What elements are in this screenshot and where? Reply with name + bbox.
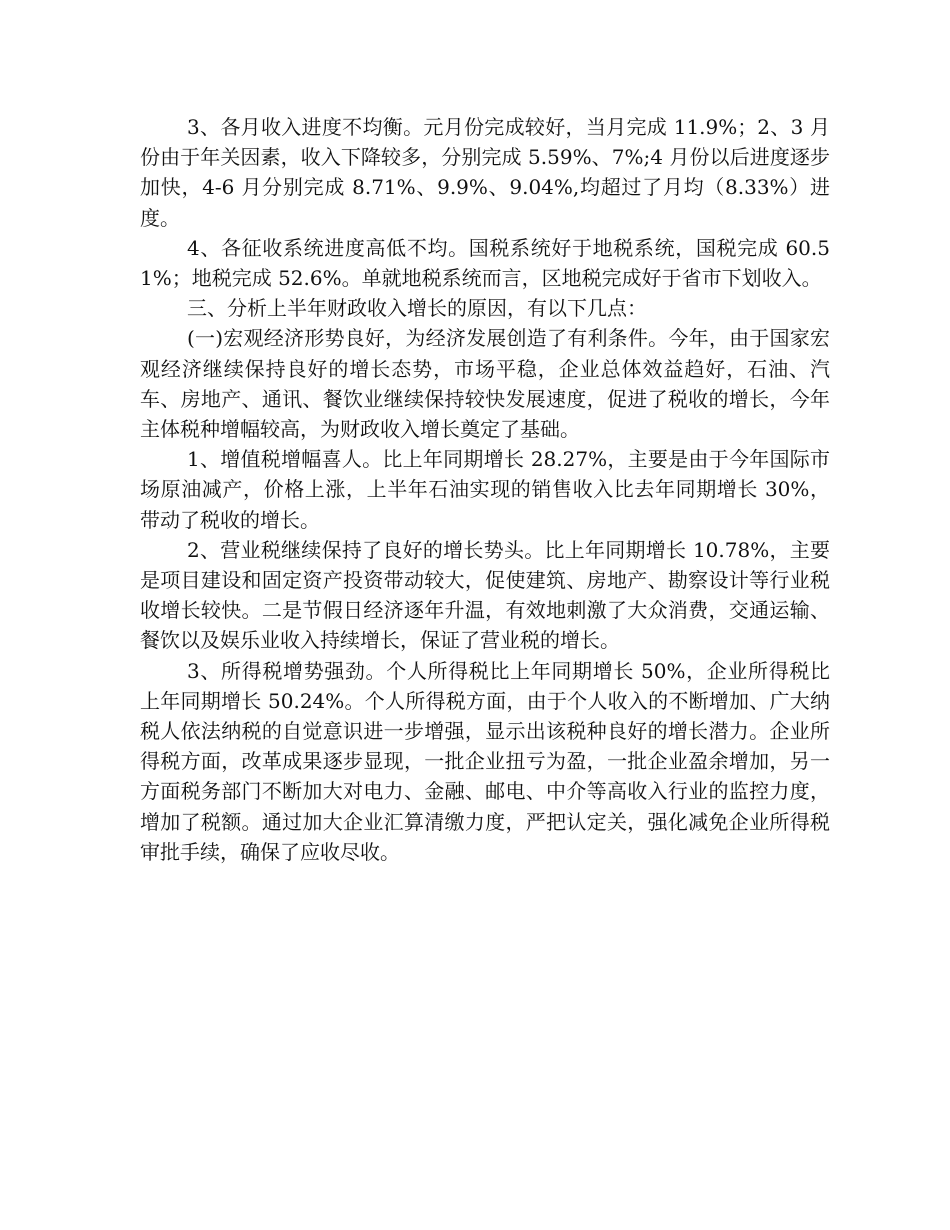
paragraph-business-tax: 2、营业税继续保持了良好的增长势头。比上年同期增长 10.78%，主要是项目建设和固定资产投资带动较大，促使建筑、房地产、勘察设计等行业税收增长较快。二是节假日经济逐年升温，有效地刺激了大众消费，交通运输、餐饮以及娱乐业收入持续增长，保证了营业税的增长。: [140, 537, 830, 653]
paragraph-income-tax: 3、所得税增势强劲。个人所得税比上年同期增长 50%，企业所得税比上年同期增长 50.24%。个人所得税方面，由于个人收入的不断增加、广大纳税人依法纳税的自觉意识进一步增强，显示出该税种良好的增长潜力。企业所得税方面，改革成果逐步显现，一批企业扭亏为盈，一批企业盈余增加，另一方面税务部门不断加大对电力、金融、邮电、中介等高收入行业的监控力度，增加了税额。通过加大企业汇算清缴力度，严把认定关，强化减免企业所得税审批手续，确保了应收尽收。: [140, 658, 830, 864]
paragraph-vat-growth: 1、增值税增幅喜人。比上年同期增长 28.27%，主要是由于今年国际市场原油减产，价格上涨，上半年石油实现的销售收入比去年同期增长 30%，带动了税收的增长。: [140, 447, 830, 532]
paragraph-collection-systems: 4、各征收系统进度高低不均。国税系统好于地税系统，国税完成 60.51%；地税完成 52.6%。单就地税系统而言，区地税完成好于省市下划收入。: [140, 235, 830, 291]
paragraph-macro-economy: (一)宏观经济形势良好，为经济发展创造了有利条件。今年，由于国家宏观经济继续保持良好的增长态势，市场平稳，企业总体效益趋好，石油、汽车、房地产、通讯、餐饮业继续保持较快发展速度，促进了税收的增长，今年主体税种增幅较高，为财政收入增长奠定了基础。: [140, 326, 830, 442]
paragraph-revenue-progress: 3、各月收入进度不均衡。元月份完成较好，当月完成 11.9%；2、3 月份由于年关因素，收入下降较多，分别完成 5.59%、7%;4 月份以后进度逐步加快，4-6 月分别完成 8.71%、9.9%、9.04%,均超过了月均（8.33%）进度。: [140, 115, 830, 230]
section-heading-growth-reasons: 三、分析上半年财政收入增长的原因，有以下几点：: [187, 296, 647, 321]
document-body: [140, 112, 830, 867]
